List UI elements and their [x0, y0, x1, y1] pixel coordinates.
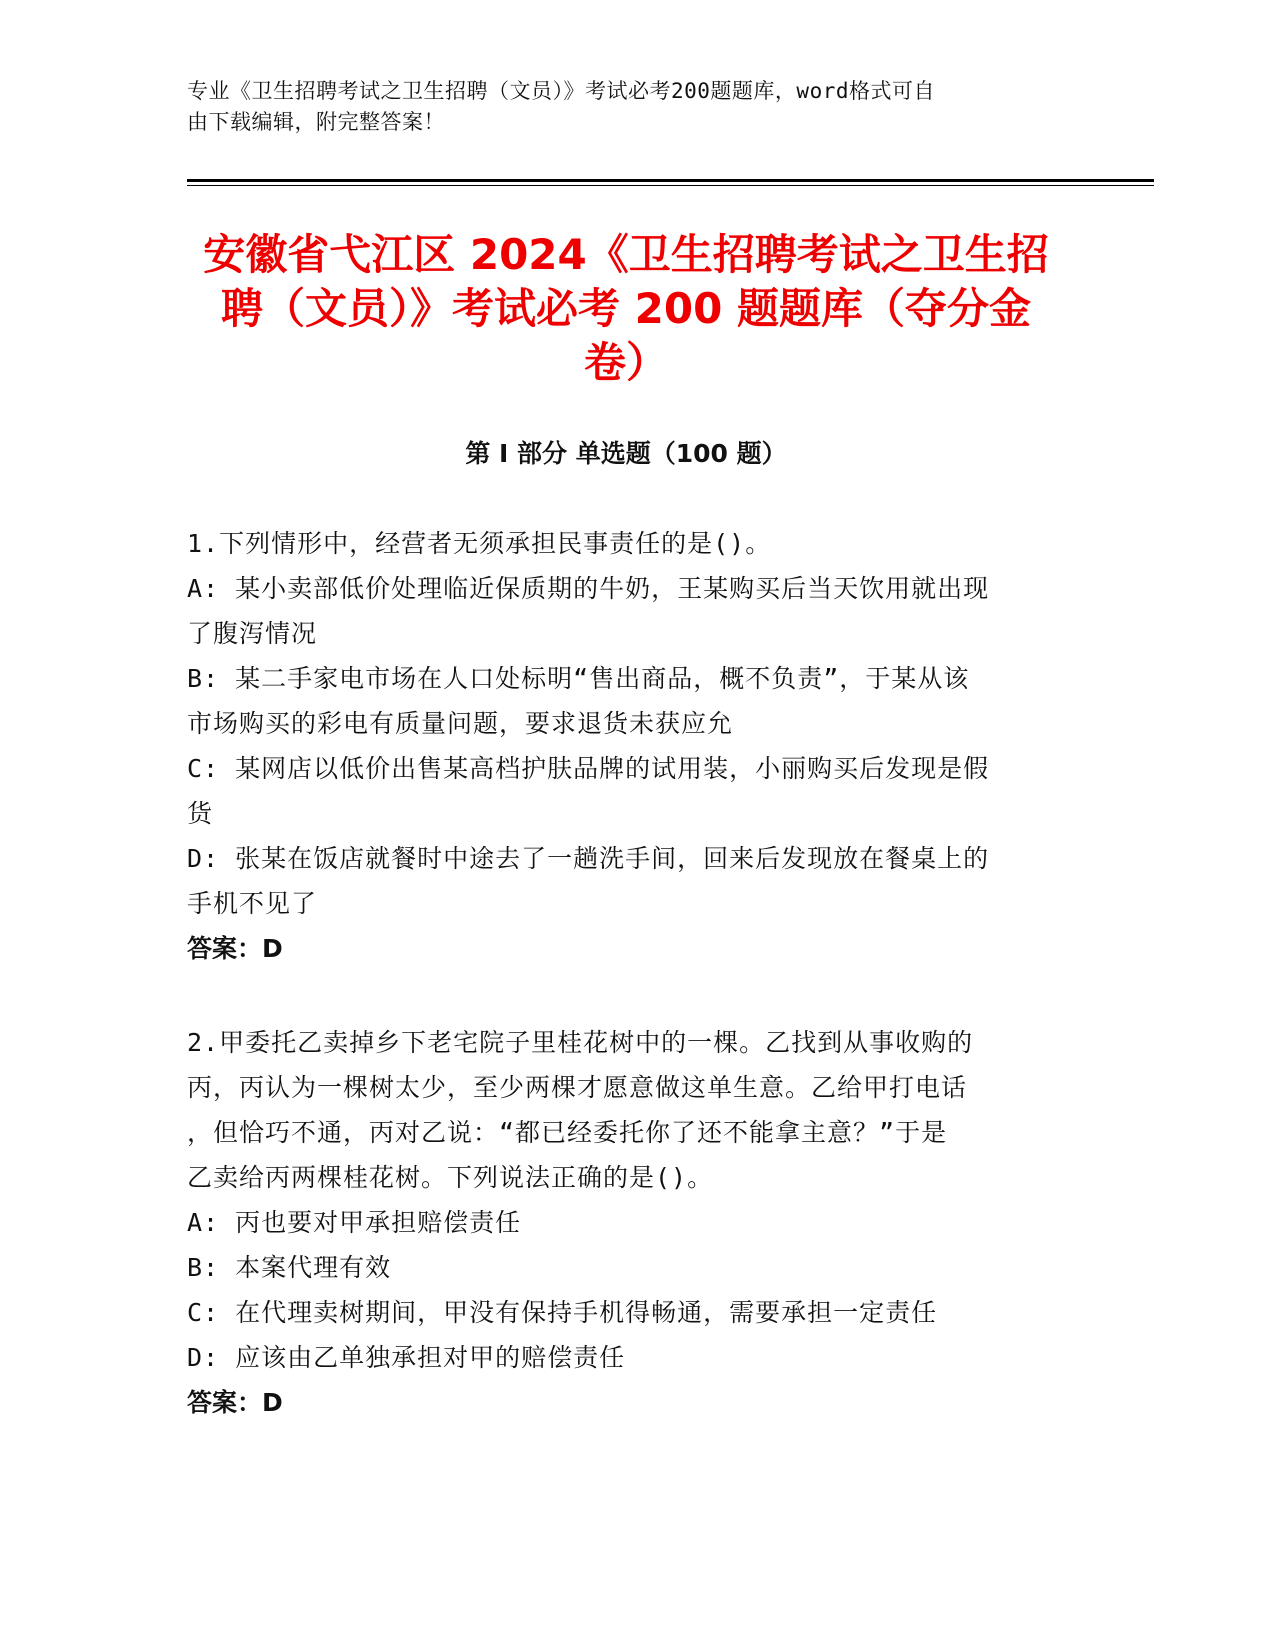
- title-line: 聘（文员）》考试必考 200 题题库（夺分金: [221, 284, 1031, 333]
- header-divider-thin: [187, 185, 1154, 186]
- question-stem: 2.甲委托乙卖掉乡下老宅院子里桂花树中的一棵。乙找到从事收购的: [187, 1028, 974, 1057]
- question-stem: 乙卖给丙两棵桂花树。下列说法正确的是()。: [187, 1163, 714, 1192]
- question-stem: 丙，丙认为一棵树太少，至少两棵才愿意做这单生意。乙给甲打电话: [187, 1073, 968, 1102]
- answer: 答案：D: [187, 934, 283, 963]
- option-a: A: 某小卖部低价处理临近保质期的牛奶，王某购买后当天饮用就出现: [187, 574, 990, 603]
- document-title: [187, 228, 1065, 390]
- option-d-continued: 手机不见了: [187, 889, 318, 918]
- answer: 答案：D: [187, 1388, 283, 1417]
- option-b-continued: 市场购买的彩电有质量问题，要求退货未获应允: [187, 709, 734, 738]
- option-b: B: 本案代理有效: [187, 1253, 392, 1282]
- option-c: C: 在代理卖树期间，甲没有保持手机得畅通，需要承担一定责任: [187, 1298, 938, 1327]
- option-c: C: 某网店以低价出售某高档护肤品牌的试用装，小丽购买后发现是假: [187, 754, 990, 783]
- option-c-continued: 货: [187, 799, 214, 828]
- intro-line: 专业《卫生招聘考试之卫生招聘（文员）》考试必考200题题库，word格式可自: [187, 79, 935, 103]
- title-line: 卷）: [583, 338, 668, 387]
- question-2: [187, 1020, 1067, 1425]
- question-stem: ，但恰巧不通，丙对乙说：“都已经委托你了还不能拿主意？”于是: [187, 1118, 948, 1147]
- header-divider-thick: [187, 179, 1154, 182]
- question-stem: 1.下列情形中，经营者无须承担民事责任的是()。: [187, 529, 772, 558]
- intro-text: [187, 76, 1067, 138]
- option-d: D: 应该由乙单独承担对甲的赔偿责任: [187, 1343, 626, 1372]
- intro-line: 由下载编辑，附完整答案！: [187, 110, 445, 134]
- section-heading: 第 I 部分 单选题（100 题）: [465, 439, 787, 468]
- question-1: [187, 521, 1067, 971]
- option-d: D: 张某在饭店就餐时中途去了一趟洗手间，回来后发现放在餐桌上的: [187, 844, 990, 873]
- title-line: 安徽省弋江区 2024《卫生招聘考试之卫生招: [203, 230, 1049, 279]
- option-a-continued: 了腹泻情况: [187, 619, 318, 648]
- option-b: B: 某二手家电市场在人口处标明“售出商品，概不负责”，于某从该: [187, 664, 970, 693]
- option-a: A: 丙也要对甲承担赔偿责任: [187, 1208, 522, 1237]
